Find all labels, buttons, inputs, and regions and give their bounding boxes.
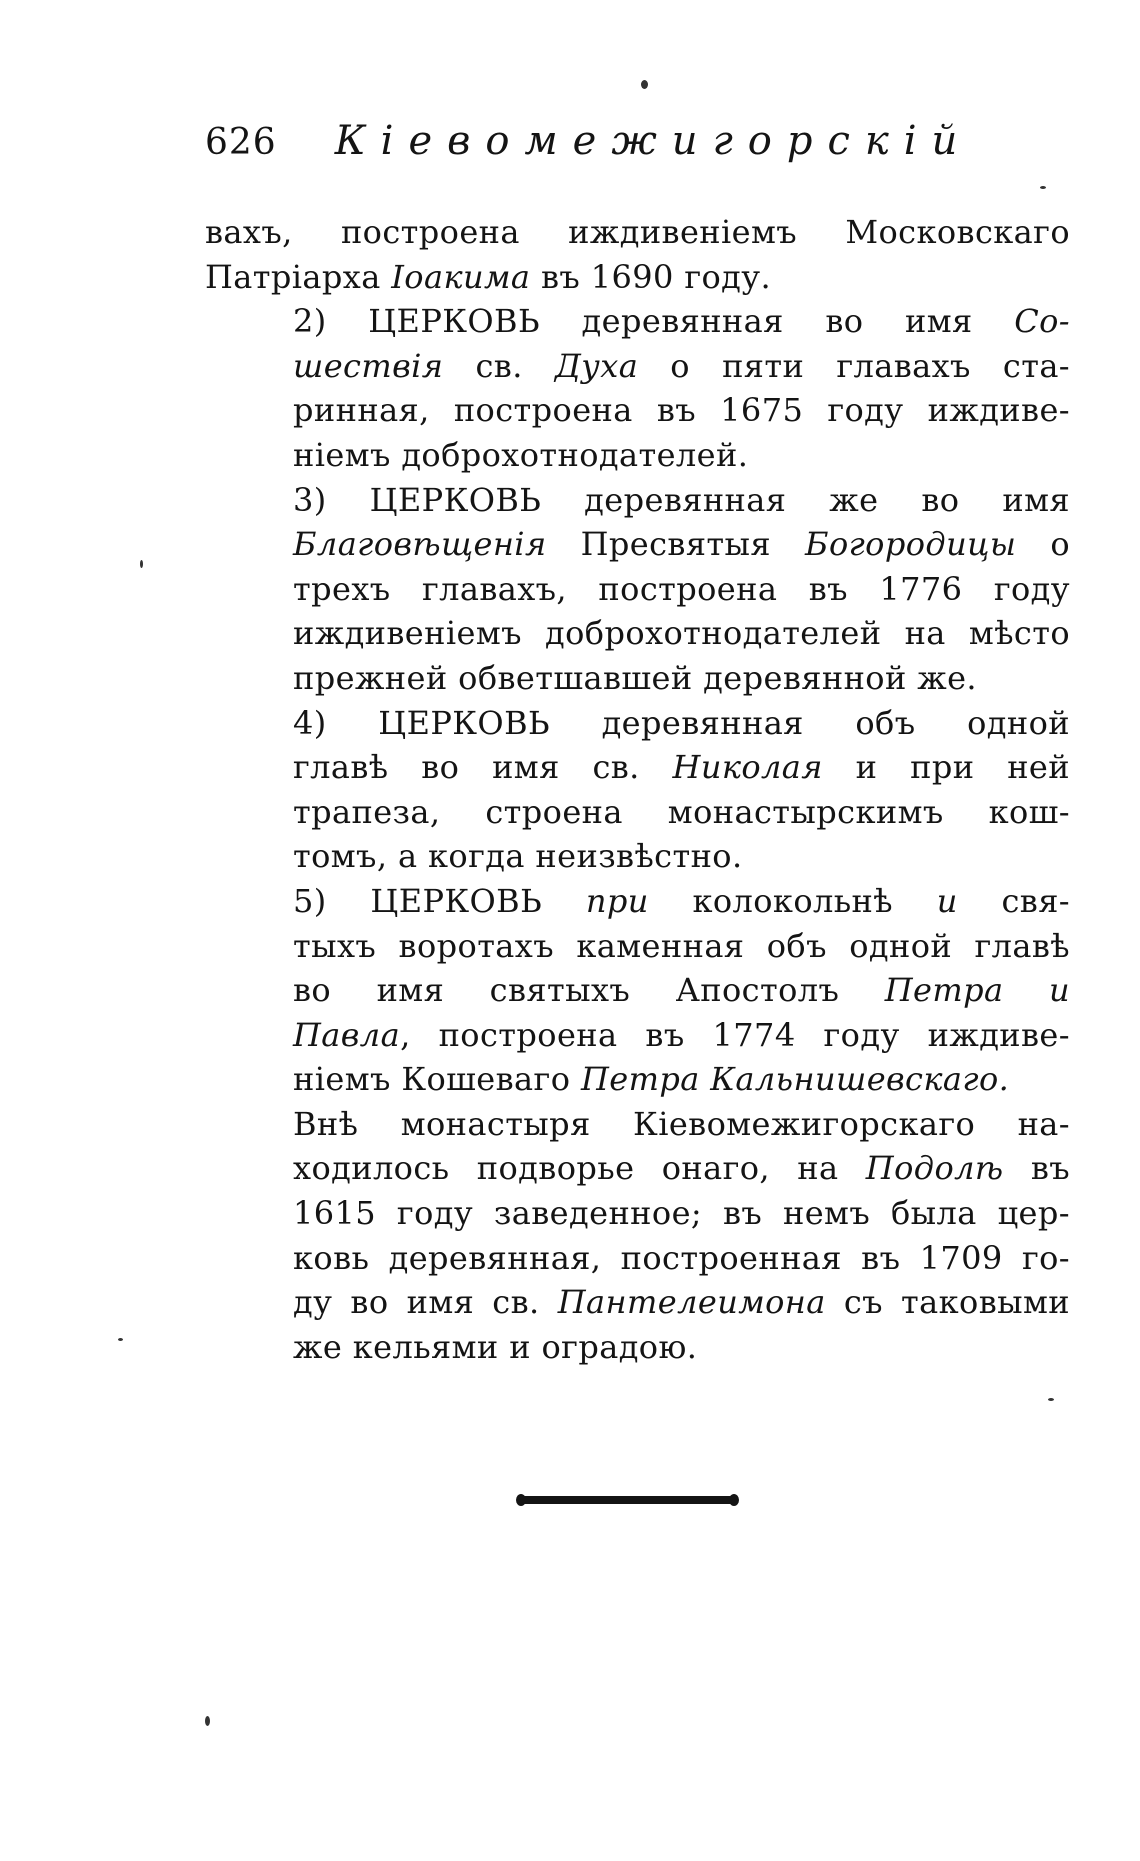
italic-text: и [936, 881, 958, 920]
text-run: тыхъ воротахъ каменная объ одной главѣ [293, 926, 1070, 965]
text-line [205, 1236, 1070, 1281]
text-run: о [1016, 525, 1070, 564]
text-run: 2) ЦЕРКОВЬ деревянная во имя [293, 302, 1015, 341]
text-run: Внѣ монастыря Кiевомежигорскаго на- [293, 1104, 1070, 1143]
text-run: колокольнѣ [648, 881, 937, 920]
italic-text: шествiя [293, 346, 444, 385]
print-speck [1048, 1398, 1054, 1401]
text-run: 3) ЦЕРКОВЬ деревянная же во имя [293, 480, 1070, 519]
text-run: и при ней [822, 748, 1070, 787]
print-speck [205, 1716, 210, 1726]
text-run: нiемъ Кошеваго [293, 1060, 581, 1099]
italic-text: Духа [554, 346, 639, 385]
text-run: же кельями и оградою. [293, 1327, 698, 1366]
text-line [205, 879, 1070, 924]
running-title: Кiевомежигорскiй [334, 118, 973, 164]
text-run: 1615 году заведенное; въ немъ была цер- [293, 1194, 1070, 1233]
italic-text: Павла [293, 1015, 401, 1054]
text-run: томъ, а когда неизвѣстно. [293, 837, 743, 876]
text-line [205, 1013, 1070, 1058]
italic-text: Петра и [884, 971, 1070, 1010]
text-run: нiемъ доброхотнодателей. [293, 435, 749, 474]
italic-text: Iоакима [391, 257, 531, 296]
text-run: ковь деревянная, построенная въ 1709 го- [293, 1238, 1070, 1277]
text-run: свя- [957, 881, 1070, 920]
text-run: главѣ во имя св. [293, 748, 673, 787]
text-line [205, 1057, 1070, 1102]
end-ornament-rule [520, 1496, 735, 1504]
page-header [205, 118, 973, 178]
print-speck [641, 80, 648, 89]
text-line [205, 924, 1070, 969]
italic-text: Подолѣ [865, 1149, 1004, 1188]
text-line [205, 255, 1070, 300]
italic-text: Петра Кальнишевскаго. [580, 1060, 1010, 1099]
text-run: трехъ главахъ, построена въ 1776 году [293, 569, 1070, 608]
text-line [205, 344, 1070, 389]
text-line [205, 433, 1070, 478]
text-run: 5) ЦЕРКОВЬ [293, 881, 586, 920]
italic-text: Николая [672, 748, 823, 787]
text-run: въ 1690 году. [530, 257, 772, 296]
text-run: о пяти главахъ ста- [638, 346, 1071, 385]
text-run: св. [443, 346, 555, 385]
text-run: ду во имя св. [293, 1283, 558, 1322]
print-speck [140, 560, 143, 568]
italic-text: Со- [1014, 302, 1070, 341]
text-line [205, 1146, 1070, 1191]
text-line [205, 299, 1070, 344]
text-run: ринная, построена въ 1675 году иждиве- [293, 391, 1070, 430]
italic-text: Благовѣщенiя [293, 525, 547, 564]
text-line [205, 522, 1070, 567]
text-run: иждивенiемъ доброхотнодателей на мѣсто [293, 614, 1070, 653]
paragraph-p4 [205, 879, 1070, 1102]
text-line [205, 611, 1070, 656]
page-number: 626 [205, 122, 277, 163]
text-run: во имя святыхъ Апостолъ [293, 971, 885, 1010]
print-speck [118, 1338, 123, 1341]
text-run: Патрiарха [205, 257, 392, 296]
text-run: въ [1003, 1149, 1071, 1188]
text-run: съ таковыми [825, 1283, 1070, 1322]
text-line [205, 567, 1070, 612]
text-line [205, 388, 1070, 433]
text-line [205, 968, 1070, 1013]
paragraph-p5 [205, 1102, 1070, 1370]
italic-text: при [585, 881, 649, 920]
italic-text: Пантелеимона [557, 1283, 826, 1322]
text-line [205, 834, 1070, 879]
italic-text: Богородицы [805, 525, 1017, 564]
text-line [205, 1280, 1070, 1325]
text-run: ходилось подворье онаго, на [293, 1149, 866, 1188]
text-line [205, 745, 1070, 790]
text-run: прежней обветшавшей деревянной же. [293, 658, 978, 697]
body-text [205, 210, 1070, 1369]
text-line [205, 1102, 1070, 1147]
paragraph-p2 [205, 478, 1070, 701]
paragraph-p1 [205, 299, 1070, 477]
text-run: 4) ЦЕРКОВЬ деревянная объ одной [293, 703, 1070, 742]
text-line [205, 790, 1070, 835]
text-line [205, 1191, 1070, 1236]
text-line [205, 478, 1070, 523]
text-line [205, 210, 1070, 255]
text-run: , построена въ 1774 году иждиве- [400, 1015, 1070, 1054]
paragraph-p0 [205, 210, 1070, 299]
text-line [205, 1325, 1070, 1370]
text-run: трапеза, строена монастырскимъ кош- [293, 792, 1070, 831]
text-run: Пресвятыя [546, 525, 806, 564]
print-speck [1040, 186, 1046, 189]
text-line [205, 701, 1070, 746]
text-run: вахъ, построена иждивенiемъ Московскаго [205, 213, 1070, 251]
paragraph-p3 [205, 701, 1070, 879]
text-line [205, 656, 1070, 701]
